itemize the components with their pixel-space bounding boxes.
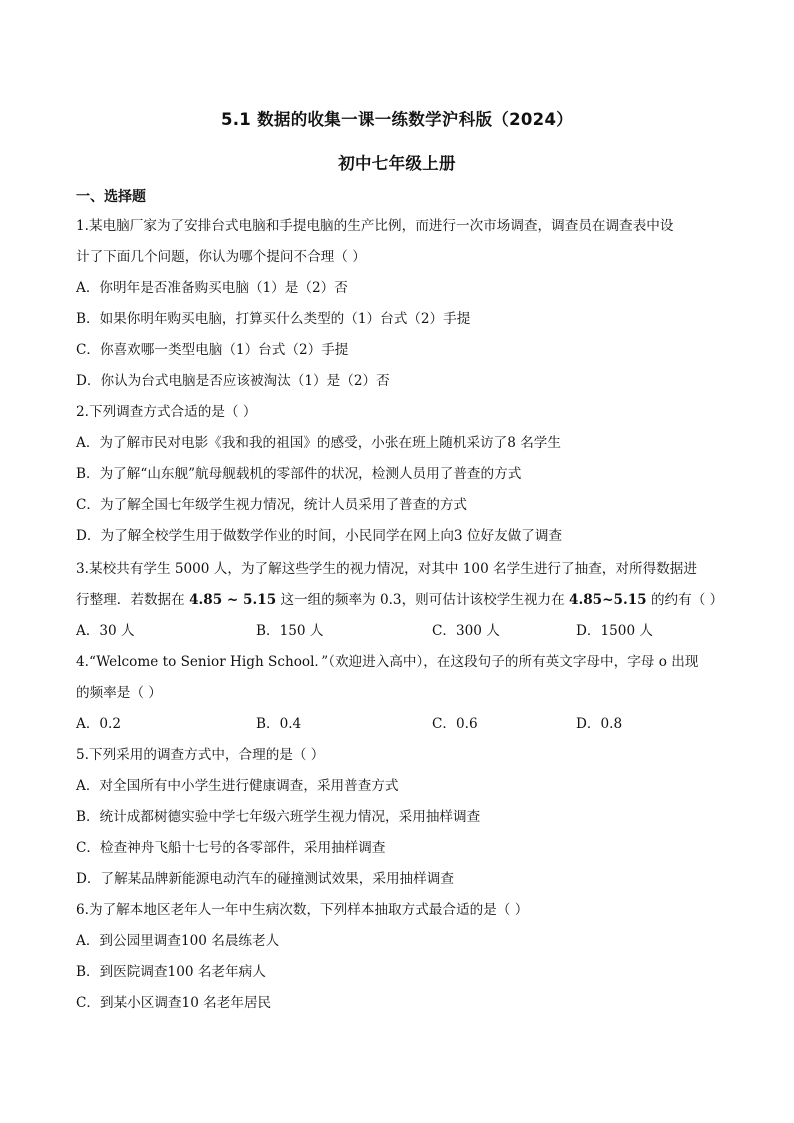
- q2-option-a: A．为了解市民对电影《我和我的祖国》的感受，小张在班上随机采访了8 名学生: [76, 435, 561, 451]
- q3-option-a: A．30 人: [76, 623, 135, 639]
- q1-option-a: A．你明年是否准备购买电脑（1）是（2）否: [76, 280, 348, 296]
- q3-stem-text-b: 这一组的频率为 0.3，则可估计该校学生视力在: [276, 592, 570, 608]
- q5-option-c: C．检查神舟飞船十七号的各零部件，采用抽样调查: [76, 840, 386, 856]
- q3-stem-line1: 3.某校共有学生 5000 人，为了解这些学生的视力情况，对其中 100 名学生进行了抽查，对所得数据进: [76, 561, 697, 577]
- q1-stem-line1: 1.某电脑厂家为了安排台式电脑和手提电脑的生产比例，而进行一次市场调查，调查员在调查表中设: [76, 218, 674, 234]
- q3-stem-text-c: 的约有（ ）: [646, 592, 724, 608]
- q2-option-d: D．为了解全校学生用于做数学作业的时间，小民同学在网上向3 位好友做了调查: [76, 528, 563, 544]
- q6-option-c: C．到某小区调查10 名老年居民: [76, 995, 272, 1011]
- section-heading: 一、选择题: [76, 189, 146, 205]
- q1-option-d: D．你认为台式电脑是否应该被淘汰（1）是（2）否: [76, 373, 390, 389]
- q5-option-a: A．对全国所有中小学生进行健康调查，采用普查方式: [76, 778, 399, 794]
- q2-stem: 2.下列调查方式合适的是（ ）: [76, 404, 257, 420]
- q4-option-d: D．0.8: [576, 716, 623, 732]
- q3-stem-text-a: 行整理．若数据在: [76, 592, 190, 608]
- q1-option-c: C．你喜欢哪一类型电脑（1）台式（2）手提: [76, 342, 349, 358]
- q4-stem-line1: 4.“Welcome to Senior High School．”（欢迎进入高中），在这段句子的所有英文字母中，字母 o 出现: [76, 654, 699, 670]
- q4-option-a: A．0.2: [76, 716, 122, 732]
- q3-option-b: B．150 人: [256, 623, 324, 639]
- q5-stem: 5.下列采用的调查方式中，合理的是（ ）: [76, 747, 325, 763]
- q3-option-c: C．300 人: [432, 623, 500, 639]
- q3-option-d: D．1500 人: [576, 623, 654, 639]
- q1-option-b: B．如果你明年购买电脑，打算买什么类型的（1）台式（2）手提: [76, 311, 471, 327]
- q4-stem-line2: 的频率是（ ）: [76, 685, 162, 701]
- q6-option-b: B．到医院调查100 名老年病人: [76, 964, 266, 980]
- document-title: 5.1 数据的收集一课一练数学沪科版（2024）: [220, 110, 574, 129]
- q3-stem-line2: [76, 590, 726, 610]
- q4-option-c: C．0.6: [432, 716, 478, 732]
- q4-option-b: B．0.4: [256, 716, 302, 732]
- q2-option-c: C．为了解全国七年级学生视力情况，统计人员采用了普查的方式: [76, 497, 468, 513]
- q3-range-2: 4.85~5.15: [569, 592, 647, 608]
- q5-option-d: D．了解某品牌新能源电动汽车的碰撞测试效果，采用抽样调查: [76, 871, 454, 887]
- q5-option-b: B．统计成都树德实验中学七年级六班学生视力情况，采用抽样调查: [76, 809, 481, 825]
- q6-stem: 6.为了解本地区老年人一年中生病次数，下列样本抽取方式最合适的是（ ）: [76, 902, 529, 918]
- q3-range-1: 4.85 ~ 5.15: [189, 592, 277, 608]
- document-subtitle: 初中七年级上册: [338, 154, 456, 173]
- q6-option-a: A．到公园里调查100 名晨练老人: [76, 933, 280, 949]
- q1-stem-line2: 计了下面几个问题，你认为哪个提问不合理（ ）: [76, 249, 366, 265]
- q2-option-b: B．为了解“山东舰”航母舰载机的零部件的状况，检测人员用了普查的方式: [76, 466, 522, 482]
